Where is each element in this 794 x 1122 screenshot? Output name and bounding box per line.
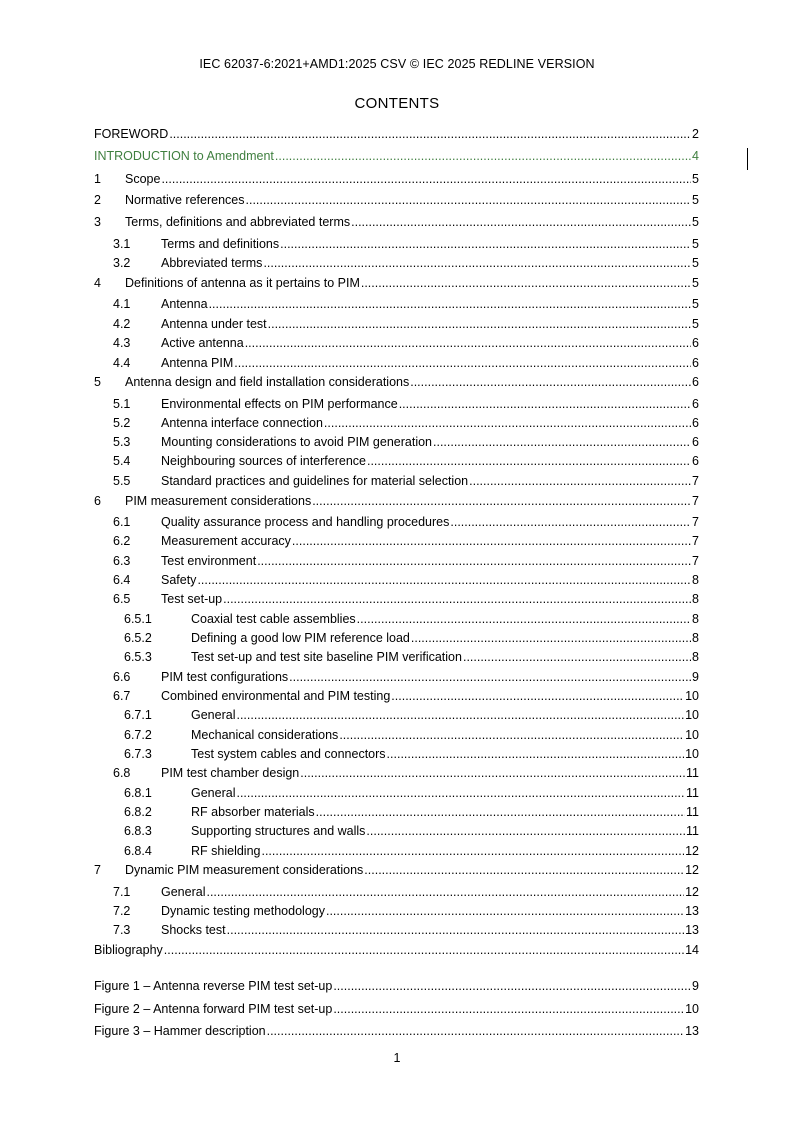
toc-entry-7[interactable] (94, 862, 699, 878)
toc-title: Supporting structures and walls (191, 824, 366, 838)
toc-entry-7-3[interactable] (94, 922, 699, 938)
toc-page: 5 (692, 297, 699, 311)
toc-number: 6.4 (113, 573, 131, 587)
toc-page: 6 (692, 375, 699, 389)
toc-title: General (191, 708, 236, 722)
toc-leader (169, 126, 691, 142)
toc-number: 4 (94, 276, 101, 290)
toc-page: 6 (692, 397, 699, 411)
toc-title: Scope (125, 172, 161, 186)
toc-leader (410, 374, 691, 390)
toc-page: 12 (685, 863, 699, 877)
toc-page: 12 (685, 885, 699, 899)
toc-leader (399, 396, 691, 412)
toc-number: 6.1 (113, 515, 131, 529)
toc-entry-3[interactable] (94, 214, 699, 230)
toc-page: 5 (692, 256, 699, 270)
toc-title: Shocks test (161, 923, 226, 937)
toc-entry-6-5-3[interactable] (94, 649, 699, 665)
toc-number: 6.7.1 (124, 708, 152, 722)
toc-title: RF shielding (191, 844, 261, 858)
toc-entry-bibliography[interactable] (94, 942, 699, 958)
toc-entry-7-1[interactable] (94, 884, 699, 900)
toc-title: Quality assurance process and handling procedures (161, 515, 450, 529)
toc-entry-1[interactable] (94, 171, 699, 187)
toc-page: 4 (692, 149, 699, 163)
toc-leader (223, 591, 691, 607)
page-number: 1 (393, 1051, 401, 1065)
toc-page: 8 (692, 573, 699, 587)
toc-page: 10 (685, 1002, 699, 1016)
toc-title: Environmental effects on PIM performance (161, 397, 398, 411)
toc-leader (246, 192, 692, 208)
toc-entry-figure-3[interactable] (94, 1023, 699, 1039)
toc-leader (164, 942, 684, 958)
toc-page: 11 (686, 786, 699, 800)
toc-number: 3 (94, 215, 101, 229)
toc-leader (263, 255, 691, 271)
toc-title: Active antenna (161, 336, 244, 350)
toc-entry-5[interactable] (94, 374, 699, 390)
toc-leader (209, 296, 691, 312)
contents-title: CONTENTS (354, 95, 440, 112)
toc-leader (227, 922, 684, 938)
toc-page: 10 (685, 747, 699, 761)
toc-leader (387, 746, 685, 762)
toc-title: Test system cables and connectors (191, 747, 386, 761)
toc-page: 13 (685, 923, 699, 937)
toc-entry-6-6[interactable] (94, 669, 699, 685)
toc-title: PIM test configurations (161, 670, 289, 684)
toc-leader (364, 862, 684, 878)
toc-entry-4-2[interactable] (94, 316, 699, 332)
toc-title: Figure 1 – Antenna reverse PIM test set-up (94, 979, 333, 993)
toc-number: 5.4 (113, 454, 131, 468)
toc-number: 6.7 (113, 689, 131, 703)
toc-entry-6-5[interactable] (94, 591, 699, 607)
toc-entry-6[interactable] (94, 493, 699, 509)
toc-number: 6.8.3 (124, 824, 152, 838)
toc-title: PIM test chamber design (161, 766, 300, 780)
toc-entry-5-4[interactable] (94, 453, 699, 469)
toc-number: 6.5.2 (124, 631, 152, 645)
toc-entry-6-5-2[interactable] (94, 630, 699, 646)
toc-number: 2 (94, 193, 101, 207)
toc-number: 4.3 (113, 336, 131, 350)
toc-number: 4.4 (113, 356, 131, 370)
toc-leader (433, 434, 691, 450)
toc-entry-6-1[interactable] (94, 514, 699, 530)
toc-leader (234, 355, 691, 371)
toc-leader (469, 473, 691, 489)
toc-title: General (191, 786, 236, 800)
toc-leader (391, 688, 684, 704)
toc-leader (289, 669, 691, 685)
toc-page: 7 (692, 494, 699, 508)
toc-page: 12 (685, 844, 699, 858)
toc-number: 6.7.2 (124, 728, 152, 742)
toc-number: 6.8.4 (124, 844, 152, 858)
toc-number: 5.1 (113, 397, 131, 411)
toc-title: INTRODUCTION to Amendment (94, 149, 274, 163)
toc-entry-5-3[interactable] (94, 434, 699, 450)
toc-page: 10 (685, 689, 699, 703)
toc-page: 7 (692, 554, 699, 568)
toc-page: 6 (692, 454, 699, 468)
toc-leader (366, 823, 685, 839)
toc-entry-6-5-1[interactable] (94, 611, 699, 627)
toc-leader (236, 707, 684, 723)
toc-page: 7 (692, 515, 699, 529)
toc-page: 2 (692, 127, 699, 141)
toc-page: 11 (686, 824, 699, 838)
toc-title: Mounting considerations to avoid PIM generation (161, 435, 432, 449)
toc-page: 11 (686, 766, 699, 780)
toc-title: Normative references (125, 193, 245, 207)
toc-title: Dynamic testing methodology (161, 904, 325, 918)
document-header: IEC 62037-6:2021+AMD1:2025 CSV © IEC 2025 REDLINE VERSION (199, 57, 595, 71)
toc-number: 7 (94, 863, 101, 877)
toc-title: FOREWORD (94, 127, 169, 141)
toc-leader (312, 493, 691, 509)
toc-title: Definitions of antenna as it pertains to PIM (125, 276, 360, 290)
toc-page: 6 (692, 356, 699, 370)
toc-entry-7-2[interactable] (94, 903, 699, 919)
toc-page: 5 (692, 215, 699, 229)
toc-entry-6-7[interactable] (94, 688, 699, 704)
toc-page: 8 (692, 650, 699, 664)
toc-title: Bibliography (94, 943, 163, 957)
toc-entry-6-8-2[interactable] (94, 804, 699, 820)
toc-title: Test set-up and test site baseline PIM verification (191, 650, 462, 664)
toc-entry-5-5[interactable] (94, 473, 699, 489)
toc-leader (236, 785, 685, 801)
toc-page: 5 (692, 276, 699, 290)
toc-leader (333, 1001, 684, 1017)
toc-leader (339, 727, 684, 743)
toc-entry-foreword[interactable] (94, 126, 699, 142)
toc-number: 4.2 (113, 317, 131, 331)
toc-title: Figure 3 – Hammer description (94, 1024, 266, 1038)
toc-entry-6-8[interactable] (94, 765, 699, 781)
toc-number: 6.8.1 (124, 786, 152, 800)
toc-leader (161, 171, 691, 187)
toc-leader (367, 453, 691, 469)
toc-entry-4-1[interactable] (94, 296, 699, 312)
toc-leader (300, 765, 685, 781)
toc-number: 5 (94, 375, 101, 389)
table-of-contents (94, 0, 699, 1122)
toc-page: 14 (685, 943, 699, 957)
toc-title: Standard practices and guidelines for material selection (161, 474, 469, 488)
change-bar (747, 148, 748, 170)
toc-title: Combined environmental and PIM testing (161, 689, 391, 703)
toc-number: 6.3 (113, 554, 131, 568)
toc-title: Terms, definitions and abbreviated terms (125, 215, 351, 229)
toc-entry-4-3[interactable] (94, 335, 699, 351)
toc-entry-6-4[interactable] (94, 572, 699, 588)
toc-entry-figure-2[interactable] (94, 1001, 699, 1017)
toc-title: General (161, 885, 206, 899)
toc-leader (326, 903, 684, 919)
toc-number: 6.5 (113, 592, 131, 606)
toc-number: 7.3 (113, 923, 131, 937)
toc-page: 10 (685, 708, 699, 722)
toc-leader (206, 884, 684, 900)
toc-entry-6-3[interactable] (94, 553, 699, 569)
toc-number: 6.8 (113, 766, 131, 780)
toc-page: 7 (692, 474, 699, 488)
toc-entry-6-8-4[interactable] (94, 843, 699, 859)
toc-leader (351, 214, 691, 230)
toc-entry-6-8-3[interactable] (94, 823, 699, 839)
toc-entry-3-1[interactable] (94, 236, 699, 252)
toc-title: RF absorber materials (191, 805, 315, 819)
toc-title: Terms and definitions (161, 237, 280, 251)
toc-page: 6 (692, 435, 699, 449)
toc-entry-6-8-1[interactable] (94, 785, 699, 801)
toc-leader (257, 553, 691, 569)
toc-title: Antenna design and field installation considerations (125, 375, 410, 389)
toc-page: 13 (685, 1024, 699, 1038)
toc-page: 9 (692, 670, 699, 684)
toc-leader (463, 649, 691, 665)
toc-page: 6 (692, 416, 699, 430)
toc-number: 5.5 (113, 474, 131, 488)
toc-number: 4.1 (113, 297, 131, 311)
toc-page: 5 (692, 317, 699, 331)
toc-entry-6-7-3[interactable] (94, 746, 699, 762)
toc-page: 9 (692, 979, 699, 993)
toc-number: 7.2 (113, 904, 131, 918)
toc-page: 8 (692, 612, 699, 626)
toc-number: 3.2 (113, 256, 131, 270)
toc-leader (316, 804, 685, 820)
toc-number: 5.3 (113, 435, 131, 449)
toc-entry-figure-1[interactable] (94, 978, 699, 994)
toc-leader (411, 630, 691, 646)
toc-title: Test environment (161, 554, 257, 568)
toc-page: 6 (692, 336, 699, 350)
toc-number: 1 (94, 172, 101, 186)
toc-entry-5-1[interactable] (94, 396, 699, 412)
toc-title: Dynamic PIM measurement considerations (125, 863, 364, 877)
toc-entry-2[interactable] (94, 192, 699, 208)
toc-title: Defining a good low PIM reference load (191, 631, 410, 645)
toc-title: Antenna under test (161, 317, 267, 331)
toc-leader (280, 236, 691, 252)
toc-entry-4[interactable] (94, 275, 699, 291)
toc-number: 6.8.2 (124, 805, 152, 819)
toc-entry-5-2[interactable] (94, 415, 699, 431)
toc-leader (324, 415, 691, 431)
toc-title: Abbreviated terms (161, 256, 263, 270)
toc-title: Antenna interface connection (161, 416, 323, 430)
toc-number: 7.1 (113, 885, 131, 899)
toc-title: Antenna PIM (161, 356, 234, 370)
toc-leader (292, 533, 691, 549)
toc-number: 6.7.3 (124, 747, 152, 761)
toc-number: 6.5.3 (124, 650, 152, 664)
toc-title: Measurement accuracy (161, 534, 291, 548)
toc-entry-6-7-1[interactable] (94, 707, 699, 723)
toc-title: Safety (161, 573, 197, 587)
toc-title: Test set-up (161, 592, 223, 606)
toc-page: 5 (692, 172, 699, 186)
toc-page: 8 (692, 592, 699, 606)
toc-leader (275, 148, 691, 164)
toc-number: 3.1 (113, 237, 131, 251)
toc-number: 5.2 (113, 416, 131, 430)
toc-page: 13 (685, 904, 699, 918)
toc-entry-3-2[interactable] (94, 255, 699, 271)
toc-leader (357, 611, 691, 627)
toc-leader (361, 275, 691, 291)
toc-page: 11 (686, 805, 699, 819)
toc-number: 6.2 (113, 534, 131, 548)
toc-entry-4-4[interactable] (94, 355, 699, 371)
toc-leader (197, 572, 691, 588)
toc-page: 5 (692, 193, 699, 207)
toc-entry-6-7-2[interactable] (94, 727, 699, 743)
toc-entry-introduction[interactable] (94, 148, 699, 164)
toc-leader (450, 514, 691, 530)
toc-title: Figure 2 – Antenna forward PIM test set-up (94, 1002, 333, 1016)
toc-number: 6.6 (113, 670, 131, 684)
toc-number: 6.5.1 (124, 612, 152, 626)
toc-leader (333, 978, 691, 994)
toc-title: Coaxial test cable assemblies (191, 612, 356, 626)
toc-title: PIM measurement considerations (125, 494, 312, 508)
toc-title: Mechanical considerations (191, 728, 339, 742)
toc-title: Antenna (161, 297, 208, 311)
toc-leader (267, 1023, 684, 1039)
toc-page: 5 (692, 237, 699, 251)
toc-entry-6-2[interactable] (94, 533, 699, 549)
toc-leader (268, 316, 691, 332)
toc-number: 6 (94, 494, 101, 508)
toc-leader (261, 843, 684, 859)
toc-leader (245, 335, 691, 351)
toc-title: Neighbouring sources of interference (161, 454, 366, 468)
toc-page: 8 (692, 631, 699, 645)
toc-page: 7 (692, 534, 699, 548)
toc-page: 10 (685, 728, 699, 742)
